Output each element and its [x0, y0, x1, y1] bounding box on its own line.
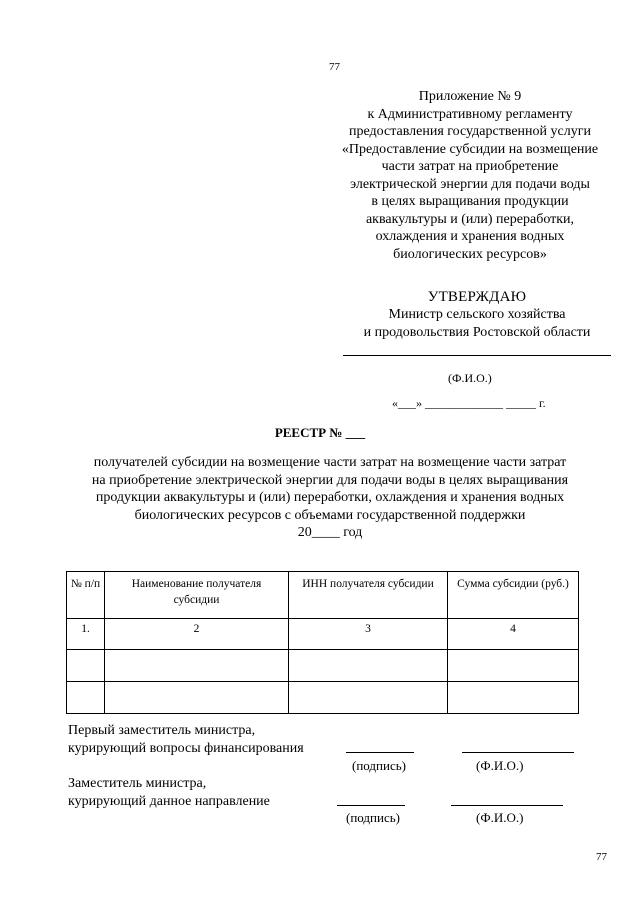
table-cell — [67, 650, 105, 682]
registry-subtitle-line: биологических ресурсов с объемами государственной поддержки — [134, 507, 526, 523]
page-number-top: 77 — [329, 61, 340, 73]
registry-subtitle-line: получателей субсидии на возмещение части затрат на возмещение части затрат — [93, 455, 567, 470]
deputy-fio-line — [451, 805, 563, 806]
header-amount: Сумма субсидии (руб.) — [448, 572, 579, 619]
table-cell: 4 — [448, 619, 579, 650]
first-deputy-line-1: Первый заместитель министра, — [68, 723, 256, 738]
deputy-signature-line — [337, 805, 405, 806]
table-cell: 2 — [105, 619, 289, 650]
table-cell — [105, 682, 289, 714]
header-recipient-name: Наименование получателя субсидии — [105, 572, 289, 619]
table-cell — [448, 682, 579, 714]
registry-table — [66, 571, 579, 714]
table-cell: 3 — [289, 619, 448, 650]
header-number: № п/п — [67, 572, 105, 619]
approval-signature-line — [343, 355, 611, 356]
table-header-row — [67, 572, 579, 619]
appendix-line: Приложение № 9 — [418, 89, 522, 104]
table-row — [67, 682, 579, 714]
table-cell — [289, 650, 448, 682]
header-inn: ИНН получателя субсидии — [289, 572, 448, 619]
first-deputy-fio-line — [462, 752, 574, 753]
first-deputy-fio-label: (Ф.И.О.) — [476, 758, 524, 773]
first-deputy-signature-label: (подпись) — [352, 758, 406, 773]
registry-subtitle-line: продукции аквакультуры и (или) переработки, охлаждения и хранения водных — [95, 490, 565, 505]
appendix-line: электрической энергии для подачи воды — [350, 176, 590, 192]
appendix-line: в целях выращивания продукции — [371, 194, 569, 209]
registry-subtitle — [60, 454, 600, 542]
appendix-line: к Административному регламенту — [367, 106, 573, 122]
table-cell — [67, 682, 105, 714]
appendix-header — [318, 88, 622, 263]
registry-title: РЕЕСТР № ___ — [274, 425, 366, 440]
registry-subtitle-year: 20____ год — [297, 525, 363, 540]
table-row — [67, 650, 579, 682]
appendix-line: «Предоставление субсидии на возмещение — [341, 141, 599, 157]
deputy-title — [68, 775, 270, 811]
table-cell — [289, 682, 448, 714]
table-cell — [105, 650, 289, 682]
deputy-line-1: Заместитель министра, — [68, 776, 207, 791]
first-deputy-title — [68, 722, 304, 758]
table-row — [67, 619, 579, 650]
deputy-fio-label: (Ф.И.О.) — [476, 810, 524, 825]
approval-line-2: и продовольствия Ростовской области — [363, 325, 591, 340]
table-cell — [448, 650, 579, 682]
page-number-bottom: 77 — [596, 851, 607, 863]
approval-date-placeholder: «___» _____________ _____ г. — [392, 396, 546, 410]
approval-title: УТВЕРЖДАЮ — [427, 289, 527, 305]
table-cell: 1. — [67, 619, 105, 650]
appendix-line: части затрат на приобретение — [381, 159, 559, 174]
approval-line-1: Министр сельского хозяйства — [388, 307, 566, 322]
appendix-line: аквакультуры и (или) переработки, — [365, 211, 575, 227]
first-deputy-signature-line — [346, 752, 414, 753]
deputy-signature-label: (подпись) — [346, 810, 400, 825]
approval-block — [330, 288, 624, 342]
approval-fio-label: (Ф.И.О.) — [448, 371, 492, 385]
appendix-line: биологических ресурсов» — [393, 246, 547, 262]
deputy-line-2: курирующий данное направление — [68, 794, 270, 809]
first-deputy-line-2: курирующий вопросы финансирования — [68, 741, 304, 756]
appendix-line: предоставления государственной услуги — [349, 124, 591, 139]
registry-subtitle-line: на приобретение электрической энергии для подачи воды в целях выращивания — [91, 472, 569, 488]
appendix-line: охлаждения и хранения водных — [375, 229, 565, 244]
